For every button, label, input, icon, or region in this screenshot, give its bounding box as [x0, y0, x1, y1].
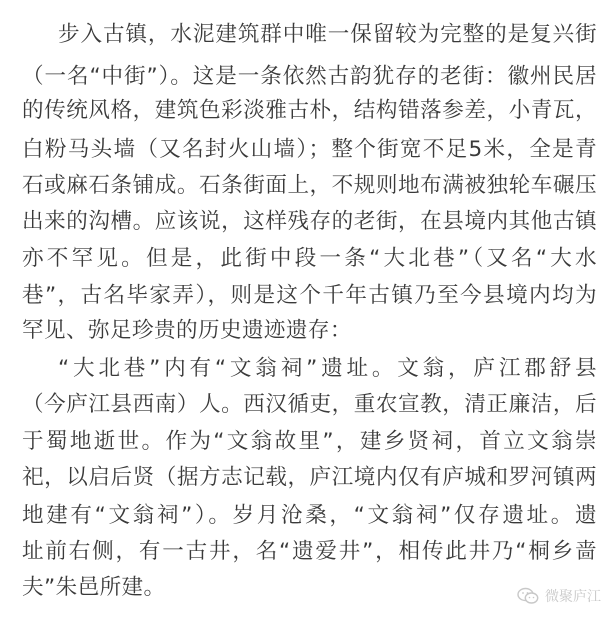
paragraph-1-line-2: （一名“中街”）。这是一条依然古韵犹存的老街：徽州民居 — [22, 64, 597, 89]
paragraph-1-line-9: 罕见、弥足珍贵的历史遗迹遗存： — [22, 318, 352, 343]
paragraph-1-line-6: 出来的沟槽。应该说，这样残存的老街，在县境内其他古镇 — [22, 209, 597, 234]
watermark-text: 微聚庐江 — [545, 589, 601, 605]
paragraph-2-line-2: （今庐江县西南）人。西汉循吏，重农宣教，清正廉洁，后 — [22, 392, 597, 417]
paragraph-2-line-7: 夫”朱邑所建。 — [22, 575, 166, 600]
paragraph-2-line-4: 祀，以启后贤（据方志记载，庐江境内仅有庐城和罗河镇两 — [22, 465, 597, 490]
paragraph-1-line-1: 步入古镇，水泥建筑群中唯一保留较为完整的是复兴街 — [58, 22, 597, 47]
paragraph-1-line-7: 亦不罕见。但是，此街中段一条“大北巷”（又名“大水 — [22, 246, 597, 271]
paragraph-2-line-6: 址前右侧，有一古井，名“遗爱井”，相传此井乃“桐乡啬 — [22, 539, 597, 564]
wechat-icon — [517, 587, 539, 605]
paragraph-2-line-1: “大北巷”内有“文翁祠”遗址。文翁，庐江郡舒县 — [58, 356, 597, 381]
watermark — [517, 586, 601, 606]
paragraph-1-line-5: 石或麻石条铺成。石条街面上，不规则地布满被独轮车碾压 — [22, 173, 597, 198]
paragraph-1-line-8: 巷”，古名毕家弄），则是这个千年古镇乃至今县境内均为 — [22, 283, 597, 308]
paragraph-2-line-3: 于蜀地逝世。作为“文翁故里”，建乡贤祠，首立文翁崇 — [22, 429, 597, 454]
paragraph-1-line-3: 的传统风格，建筑色彩淡雅古朴，结构错落参差，小青瓦， — [22, 98, 597, 123]
paragraph-2-line-5: 地建有“文翁祠”）。岁月沧桑，“文翁祠”仅存遗址。遗 — [22, 503, 597, 528]
paragraph-1-line-4: 白粉马头墙（又名封火山墙）；整个街宽不足5米，全是青 — [22, 137, 597, 162]
